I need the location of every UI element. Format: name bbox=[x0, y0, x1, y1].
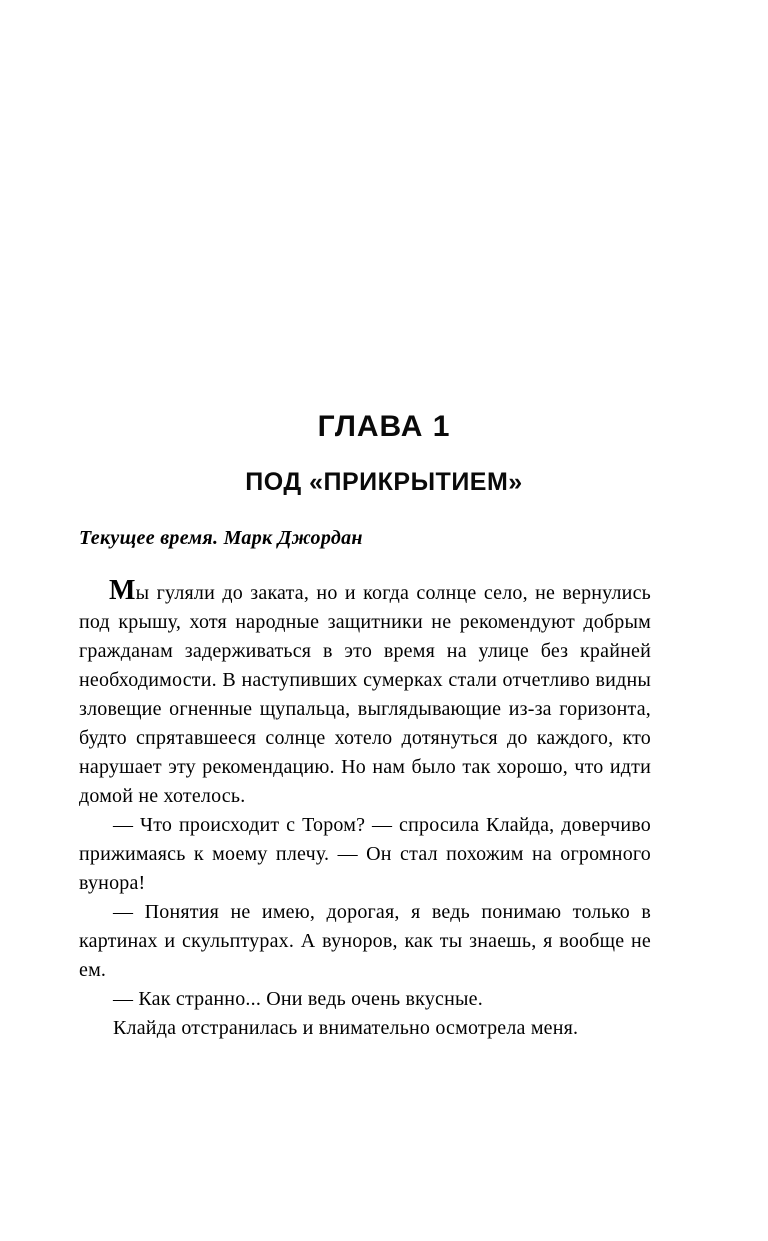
paragraph: — Понятия не имею, дорогая, я ведь понимаю только в картинах и скульптурах. А вуноров, как ты знаешь, я вообще не ем. bbox=[79, 901, 651, 981]
body-text bbox=[79, 577, 651, 1043]
chapter-subtitle: ПОД «ПРИКРЫТИЕМ» bbox=[245, 468, 523, 496]
paragraph-text: ы гуляли до заката, но и когда солнце село, не вернулись под крышу, хотя народные защитники не рекомендуют добрым гражданам задерживаться в это время на улице без крайней необходимости. В наступивших сумерках стали отчетливо видны зловещие огненные щупальца, выглядывающие из-за горизонта, будто спрятавшееся солнце хотело дотянуться до каждого, кто нарушает эту рекомендацию. Но нам было так хорошо, что идти домой не хотелось. bbox=[79, 582, 651, 807]
scene-byline: Текущее время. Марк Джордан bbox=[79, 527, 363, 549]
paragraph: — Как странно... Они ведь очень вкусные. bbox=[113, 988, 483, 1010]
dropcap-letter: М bbox=[109, 575, 136, 606]
paragraph: Клайда отстранилась и внимательно осмотрела меня. bbox=[113, 1017, 579, 1039]
paragraph bbox=[79, 577, 651, 811]
paragraph: — Что происходит с Тором? — спросила Клайда, доверчиво прижимаясь к моему плечу. — Он стал похожим на огромного вунора! bbox=[79, 814, 651, 894]
chapter-title: ГЛАВА 1 bbox=[317, 410, 451, 443]
chapter-heading bbox=[0, 412, 768, 495]
